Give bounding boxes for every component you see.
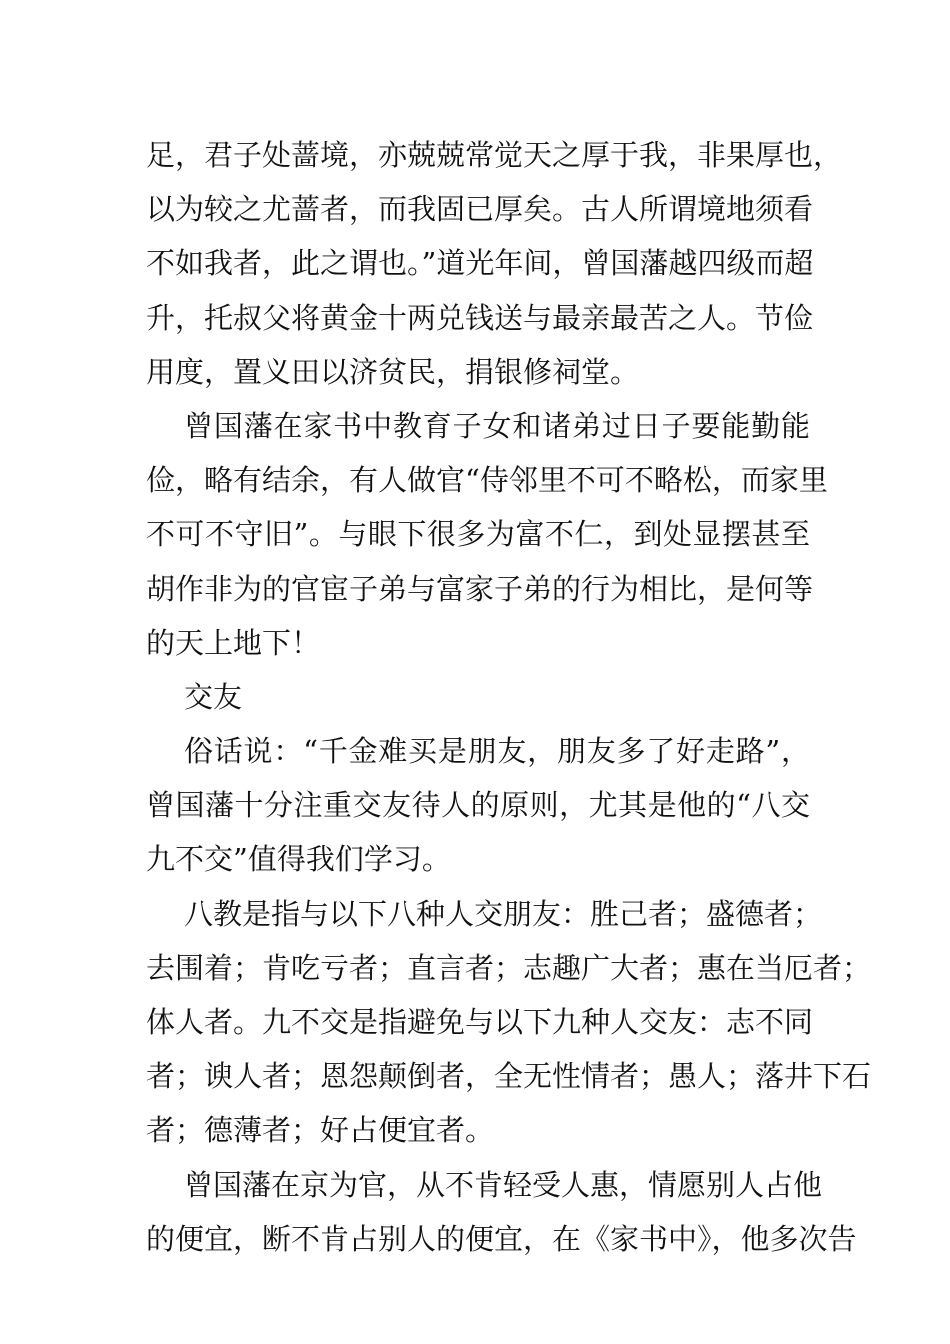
text-line-3: 不如我者，此之谓也。”道光年间，曾国藩越四级而超	[146, 246, 814, 281]
body-text	[146, 128, 872, 1266]
text-line-16: 去围着；肯吃亏者；直言者；志趣广大者；惠在当厄者；	[146, 950, 872, 985]
text-line-4: 升，托叔父将黄金十两兑钱送与最亲最苦之人。节俭	[146, 300, 814, 335]
text-line-2: 以为较之尤蔷者，而我固已厚矣。古人所谓境地须看	[146, 192, 814, 227]
text-line-14: 九不交”值得我们学习。	[146, 842, 451, 877]
text-line-10: 的天上地下！	[146, 625, 321, 660]
text-line-5: 用度，置义田以济贫民，捐银修祠堂。	[146, 354, 640, 389]
text-line-20: 曾国藩在京为官，从不肯轻受人惠，情愿别人占他	[184, 1167, 823, 1202]
text-line-21: 的便宜，断不肯占别人的便宜，在《家书中》，他多次告	[146, 1221, 857, 1256]
text-line-15: 八教是指与以下八种人交朋友：胜己者；盛德者；	[184, 896, 823, 931]
text-line-8: 不可不守旧”。与眼下很多为富不仁，到处显摆甚至	[146, 517, 810, 552]
text-line-12: 俗话说：“千金难买是朋友，朋友多了好走路”，	[184, 734, 810, 769]
text-line-6: 曾国藩在家书中教育子女和诸弟过日子要能勤能	[184, 408, 810, 443]
text-line-9: 胡作非为的官宦子弟与富家子弟的行为相比，是何等	[146, 571, 814, 606]
text-line-18: 者；谀人者；恩怨颠倒者，全无性情者；愚人；落井下石	[146, 1059, 872, 1094]
text-line-17: 体人者。九不交是指避免与以下九种人交友：志不同	[146, 1005, 814, 1039]
text-line-7: 俭，略有结余，有人做官“侍邻里不可不略松，而家里	[146, 463, 828, 498]
text-line-19: 者；德薄者；好占便宜者。	[146, 1113, 495, 1148]
section-heading: 交友	[184, 679, 243, 714]
text-line-1: 足，君子处蔷境，亦兢兢常觉天之厚于我，非果厚也，	[146, 138, 843, 172]
text-line-13: 曾国藩十分注重交友待人的原则，尤其是他的“八交	[146, 788, 810, 823]
